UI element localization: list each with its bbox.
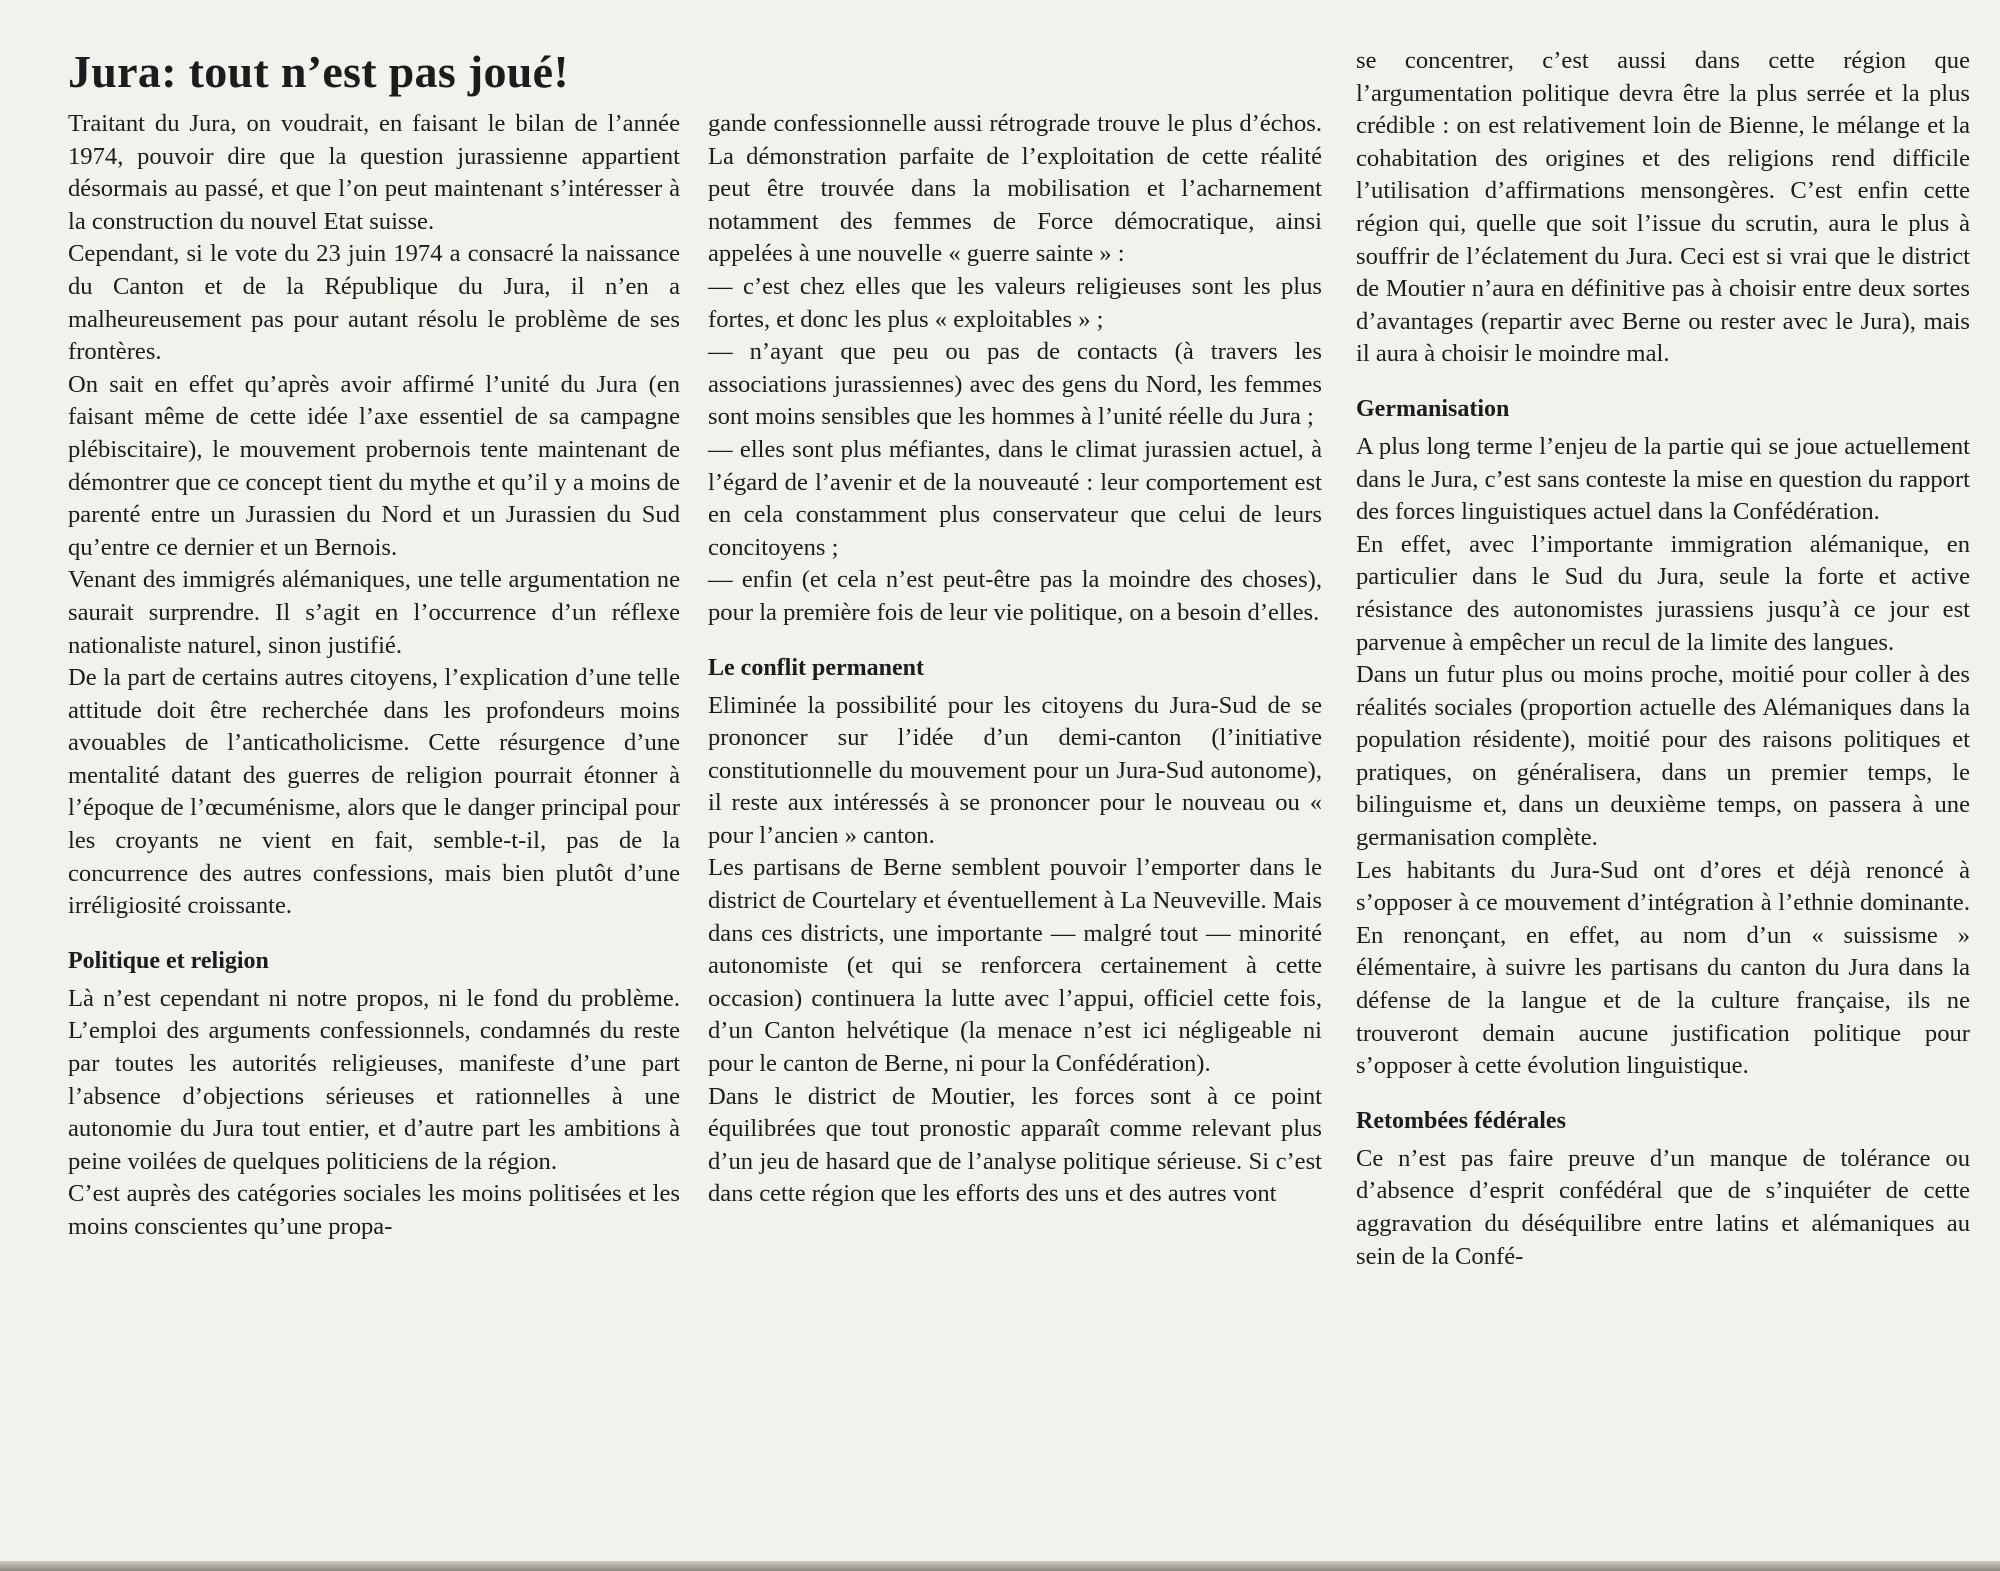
paragraph: Eliminée la possibilité pour les citoyens du Jura-Sud de se prononcer sur l’idée d’un demi-canton (l’initiative constitutionnelle du mouvement pour un Jura-Sud autonome), il reste aux intéressés à se prononcer pour le nouveau ou « pour l’ancien » canton. [708, 691, 1322, 849]
paragraph: De la part de certains autres citoyens, l’explication d’une telle attitude doit être recherchée dans les profondeurs moins avouables de l’anticatholicisme. Cette résurgence d’une mentalité datant des guerres de religion pourrait étonner à l’époque de l’œcuménisme, alors que le danger principal pour les croyants ne vient en fait, semble-t-il, pas de la concurrence des autres confessions, mais bien plutôt d’une irréligiosité croissante. [68, 664, 680, 920]
section-heading-politique: Politique et religion [68, 947, 269, 974]
paragraph: En effet, avec l’importante immigration alémanique, en particulier dans le Sud du Jura, seule la forte et active résistance des autonomistes jurassiens jusqu’à ce jour est parvenue à empêcher un recul de la limite des langues. [1356, 530, 1970, 656]
paragraph: gande confessionnelle aussi rétrograde trouve le plus d’échos. La démonstration parfaite de l’exploitation de cette réalité peut être trouvée dans la mobilisation et l’acharnement notamment des femmes de Force démocratique, ainsi appelées à une nouvelle « guerre sainte » : [708, 110, 1322, 268]
list-item: — enfin (et cela n’est peut-être pas la moindre des choses), pour la première fois de leur vie politique, on a besoin d’elles. [708, 566, 1322, 626]
list-item: — n’ayant que peu ou pas de contacts (à travers les associations jurassiennes) avec des gens du Nord, les femmes sont moins sensibles que les hommes à l’unité réelle du Jura ; [708, 338, 1322, 431]
list-item: — c’est chez elles que les valeurs religieuses sont les plus fortes, et donc les plus « exploitables » ; [708, 272, 1322, 333]
column-1 [58, 40, 680, 1244]
paragraph: se concentrer, c’est aussi dans cette région que l’argumentation politique devra être la plus serrée et la plus crédible : on est relativement loin de Bienne, le mélange et la cohabitation des origines et des religions rend difficile l’utilisation d’affirmations mensongères. C’est enfin cette région qui, quelle que soit l’issue du scrutin, aura le plus à souffrir de l’éclatement du Jura. Ceci est si vrai que le district de Moutier n’aura en définitive pas à choisir entre deux sortes d’avantages (repartir avec Berne ou rester avec le Jura), mais il aura à choisir le moindre mal. [1356, 47, 1970, 368]
paragraph: Ce n’est pas faire preuve d’un manque de tolérance ou d’absence d’esprit confédéral que de s’inquiéter de cette aggravation du déséquilibre entre latins et alémaniques au sein de la Confé- [1356, 1144, 1970, 1270]
paragraph: Traitant du Jura, on voudrait, en faisant le bilan de l’année 1974, pouvoir dire que la question jurassienne appartient désormais au passé, et que l’on peut maintenant s’intéresser à la construction du nouvel Etat suisse. [68, 110, 680, 235]
paragraph: Cependant, si le vote du 23 juin 1974 a consacré la naissance du Canton et de la République du Jura, il n’en a malheureusement pas pour autant résolu le problème de ses frontères. [68, 240, 680, 366]
section-heading-germanisation: Germanisation [1356, 395, 1510, 422]
paragraph: C’est auprès des catégories sociales les moins politisées et les moins conscientes qu’une propa- [68, 1180, 680, 1240]
paragraph: Là n’est cependant ni notre propos, ni le fond du problème. L’emploi des arguments confessionnels, condamnés du reste par toutes les autorités religieuses, manifeste d’une part l’absence d’objections sérieuses et rationnelles à une autonomie du Jura tout entier, et d’autre part les ambitions à peine voilées de quelques politiciens de la région. [68, 984, 680, 1175]
paragraph: Venant des immigrés alémaniques, une telle argumentation ne saurait surprendre. Il s’agit en l’occurrence d’un réflexe nationaliste naturel, sinon justifié. [68, 566, 680, 659]
list-item: — elles sont plus méfiantes, dans le climat jurassien actuel, à l’égard de l’avenir et de la nouveauté : leur comportement est en cela constamment plus conservateur que celui de leurs concitoyens ; [708, 435, 1322, 561]
section-heading-retombees: Retombées fédérales [1356, 1107, 1566, 1134]
column-1-body [68, 108, 680, 1244]
paragraph: Les partisans de Berne semblent pouvoir l’emporter dans le district de Courtelary et éventuellement à La Neuveville. Mais dans ces districts, une importante — malgré tout — minorité autonomiste (et qui se renforcera certainement à cette occasion) continuera la lutte avec l’appui, officiel cette fois, d’un Canton helvétique (la menace n’est ici négligeable ni pour le canton de Berne, ni pour la Confédération). [708, 854, 1322, 1078]
paragraph: On sait en effet qu’après avoir affirmé l’unité du Jura (en faisant même de cette idée l’axe essentiel de sa campagne plébiscitaire), le mouvement probernois tente maintenant de démontrer que ce concept tient du mythe et qu’il y a moins de parenté entre un Jurassien du Nord et un Jurassien du Sud qu’entre ce dernier et un Bernois. [68, 370, 680, 561]
paragraph: Dans un futur plus ou moins proche, moitié pour coller à des réalités sociales (proportion actuelle des Alémaniques dans la population résidente), moitié pour des raisons politiques et pratiques, on généralisera, dans un premier temps, le bilinguisme et, dans un deuxième temps, on passera à une germanisation complète. [1356, 661, 1970, 852]
article-title: Jura: tout n’est pas joué! [68, 46, 569, 97]
column-3 [1356, 45, 1970, 1273]
paragraph: Dans le district de Moutier, les forces sont à ce point équilibrées que tout pronostic apparaît comme relevant plus d’un jeu de hasard que de l’analyse politique sérieuse. Si c’est dans cette région que les efforts des uns et des autres vont [708, 1082, 1322, 1208]
paragraph: Les habitants du Jura-Sud ont d’ores et déjà renoncé à s’opposer à ce mouvement d’intégration à l’ethnie dominante. En renonçant, en effet, au nom d’un « suissisme » élémentaire, à suivre les partisans du canton du Jura dans la défense de la langue et de la culture française, ils ne trouveront demain aucune justification politique pour s’opposer à cette évolution linguistique. [1356, 856, 1970, 1080]
paragraph: A plus long terme l’enjeu de la partie qui se joue actuellement dans le Jura, c’est sans conteste la mise en question du rapport des forces linguistiques actuel dans la Confédération. [1356, 432, 1970, 526]
page-edge [0, 1561, 2000, 1571]
column-2 [708, 108, 1322, 1211]
section-heading-conflit: Le conflit permanent [708, 654, 924, 681]
